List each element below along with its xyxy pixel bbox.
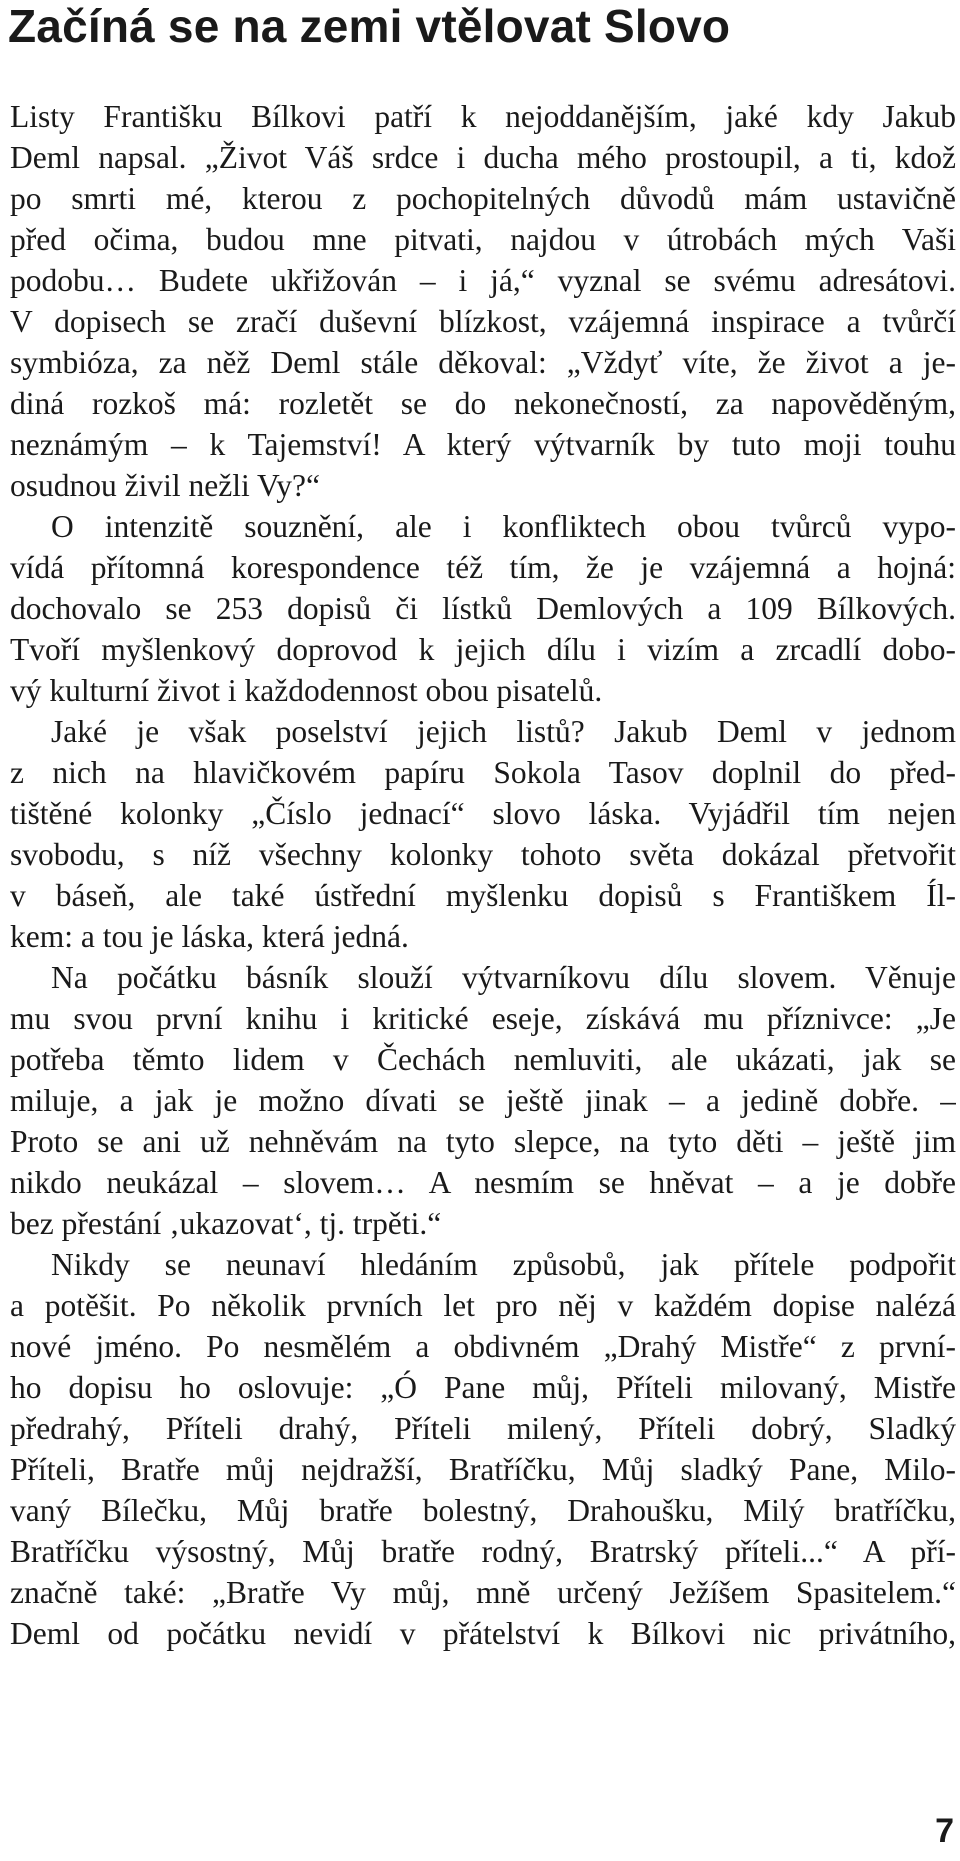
text-line: diná rozkoš má: rozletět se do nekonečností, za napověděným, (10, 386, 956, 421)
text-line: z nich na hlavičkovém papíru Sokola Tasov doplnil do před- (10, 755, 956, 790)
text-line: nikdo neukázal – slovem… A nesmím se hněvat – a je dobře (10, 1165, 956, 1200)
text-line: Proto se ani už nehněvám na tyto slepce, na tyto děti – ještě jim (10, 1124, 956, 1159)
page-title: Začíná se na zemi vtělovat Slovo (8, 0, 731, 52)
text-line: předrahý, Příteli drahý, Příteli milený, Příteli dobrý, Sladký (10, 1411, 956, 1446)
text-line: nové jméno. Po nesmělém a obdivném „Drahý Mistře“ z první- (10, 1329, 956, 1364)
text-line: O intenzitě souznění, ale i konfliktech obou tvůrců vypo- (51, 509, 956, 544)
text-line: před očima, budou mne pitvati, najdou v útrobách mých Vaši (10, 222, 956, 257)
body-text (10, 96, 956, 1654)
text-line: značně také: „Bratře Vy můj, mně určený Ježíšem Spasitelem.“ (10, 1575, 956, 1610)
text-line: Nikdy se neunaví hledáním způsobů, jak přítele podpořit (51, 1247, 956, 1282)
text-line: tištěné kolonky „Číslo jednací“ slovo láska. Vyjádřil tím nejen (10, 796, 956, 831)
text-line: kem: a tou je láska, která jedná. (10, 919, 409, 954)
text-line: neznámým – k Tajemství! A který výtvarník by tuto moji touhu (10, 427, 956, 462)
text-line: mu svou první knihu i kritické eseje, získává mu příznivce: „Je (10, 1001, 956, 1036)
text-line: v báseň, ale také ústřední myšlenku dopisů s Františkem Íl- (10, 878, 956, 913)
text-line: vídá přítomná korespondence též tím, že je vzájemná a hojná: (10, 550, 956, 585)
text-line: Tvoří myšlenkový doprovod k jejich dílu i vizím a zrcadlí dobo- (10, 632, 956, 667)
text-line: Jaké je však poselství jejich listů? Jakub Deml v jednom (51, 714, 956, 749)
text-line: osudnou živil nežli Vy?“ (10, 468, 320, 503)
text-line: vý kulturní život i každodennost obou pisatelů. (10, 673, 603, 708)
text-line: symbióza, za něž Deml stále děkoval: „Vždyť víte, že život a je- (10, 345, 956, 380)
text-line: Deml napsal. „Život Váš srdce i ducha mého prostoupil, a ti, kdož (10, 140, 956, 175)
text-line: V dopisech se zračí duševní blízkost, vzájemná inspirace a tvůrčí (10, 304, 956, 339)
text-line: Příteli, Bratře můj nejdražší, Bratříčku, Můj sladký Pane, Milo- (10, 1452, 956, 1487)
text-line: bez přestání ‚ukazovat‘, tj. trpěti.“ (10, 1206, 442, 1241)
text-line: potřeba těmto lidem v Čechách nemluviti, ale ukázati, jak se (10, 1042, 956, 1077)
text-line: a potěšit. Po několik prvních let pro něj v každém dopise nalézá (10, 1288, 956, 1323)
text-line: svobodu, s níž všechny kolonky tohoto světa dokázal přetvořit (10, 837, 956, 872)
text-line: dochovalo se 253 dopisů či lístků Demlových a 109 Bílkových. (10, 591, 956, 626)
text-line: vaný Bílečku, Můj bratře bolestný, Drahoušku, Milý bratříčku, (10, 1493, 956, 1528)
page-number: 7 (935, 1812, 954, 1850)
text-line: miluje, a jak je možno dívati se ještě jinak – a jedině dobře. – (10, 1083, 956, 1118)
text-line: Na počátku básník slouží výtvarníkovu dílu slovem. Věnuje (51, 960, 956, 995)
text-line: Deml od počátku nevidí v přátelství k Bílkovi nic privátního, (10, 1616, 956, 1651)
text-line: ho dopisu ho oslovuje: „Ó Pane můj, Příteli milovaný, Mistře (10, 1370, 956, 1405)
text-line: Bratříčku výsostný, Můj bratře rodný, Bratrský příteli...“ A pří- (10, 1534, 956, 1569)
text-line: po smrti mé, kterou z pochopitelných důvodů mám ustavičně (10, 181, 956, 216)
text-line: Listy Františku Bílkovi patří k nejoddanějším, jaké kdy Jakub (10, 99, 956, 134)
text-line: podobu… Budete ukřižován – i já,“ vyznal se svému adresátovi. (10, 263, 956, 298)
